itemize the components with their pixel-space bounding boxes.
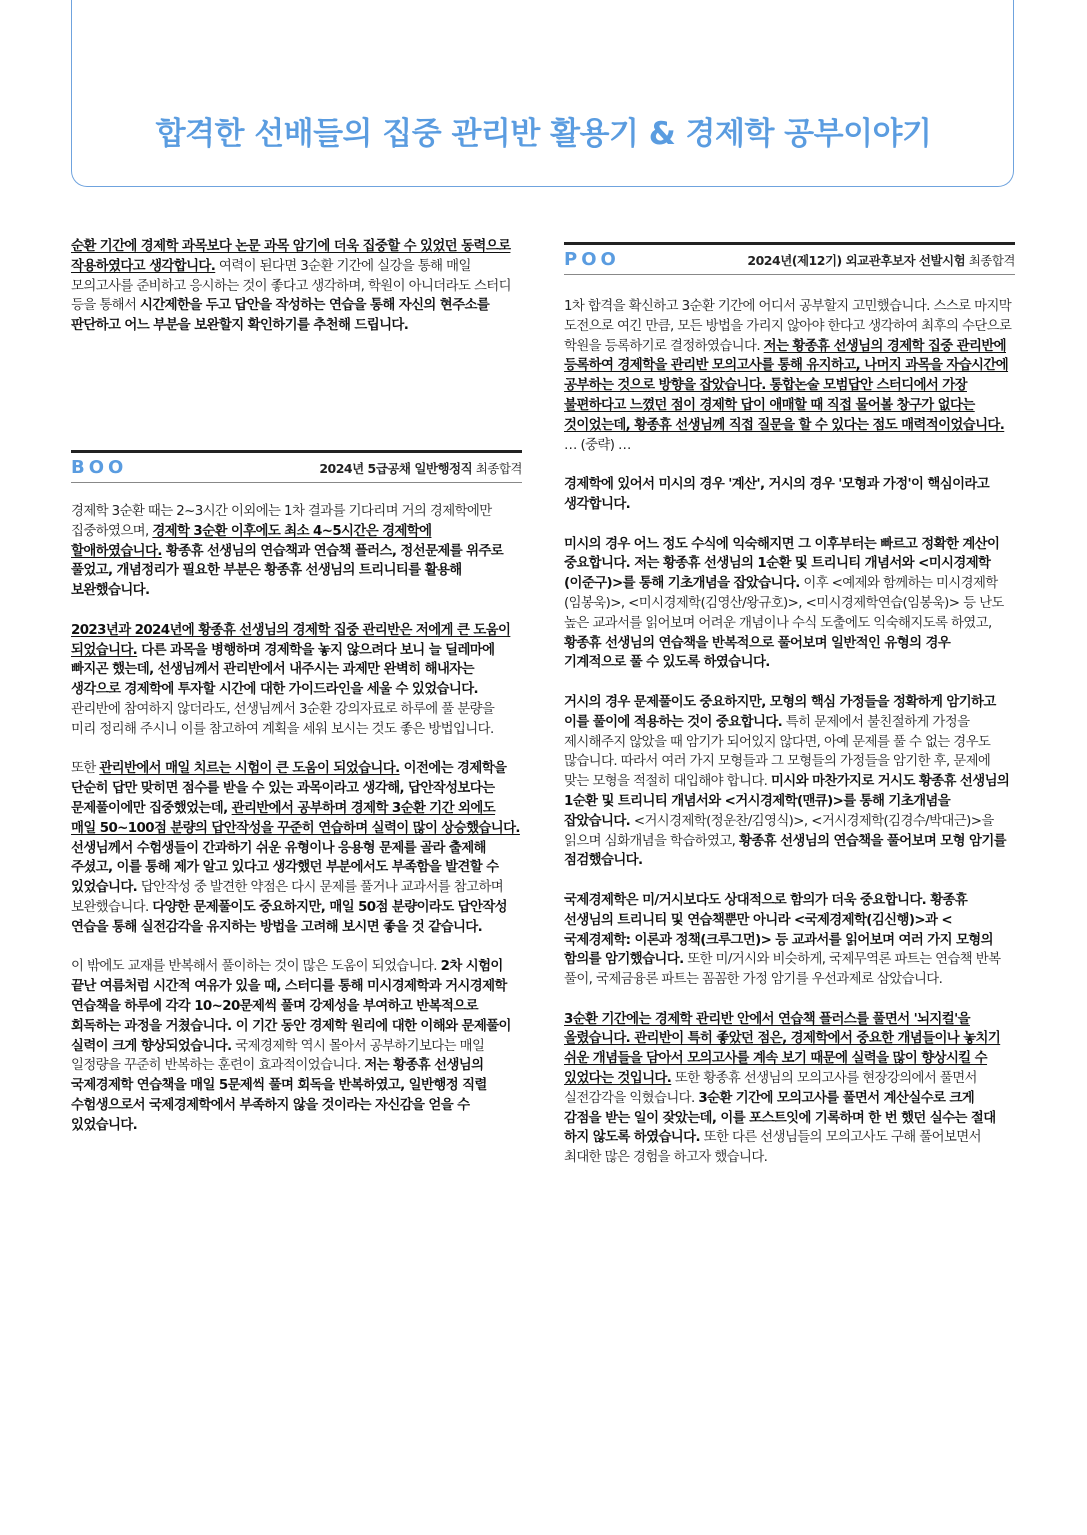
text-run: 이후 <예제와 함께하는 미시경제학(임봉욱)>, <미시경제학(김영산/왕규호)>, <미시경제학연습(임봉욱)> 등 난도 높은 교과서를 읽어보며 어려운 개념이나 수식 도출에도 익숙해지도록 하였고,	[564, 576, 1004, 631]
text-run: 국제경제학 역시 몰아서 공부하기보다는 매일 일정량을 꾸준히 반복하는 훈련이 효과적이었습니다.	[71, 1038, 485, 1074]
emphasis-underlined-run: 관리반에서 매일 치르는 시험이 큰 도움이 되었습니다.	[99, 761, 400, 777]
emphasis-run: 거시의 경우 문제풀이도 중요하지만, 모형의 핵심 가정들을 정확하게 암기하고 이를 풀이에 적용하는 것이 중요합니다.	[564, 694, 996, 730]
emphasis-run: 시간제한을 두고 답안을 작성하는 연습을 통해 자신의 현주소를 판단하고 어느 부분을 보완할지 확인하기를 추천해 드립니다.	[71, 298, 490, 334]
emphasis-underlined-run: 순환 기간에 경제학 과목보다 논문 과목 암기에 더욱 집중할 수 있었던 동력으로 작용하였다고 생각합니다.	[71, 239, 511, 274]
poo-paragraph	[564, 297, 1015, 455]
text-run: 또한 다른 선생님들의 모의고사도 구해 풀어보면서 최대한 많은 경험을 하고자 했습니다.	[564, 1130, 981, 1166]
emphasis-run: 2차 시험이 끝난 여름처럼 시간적 여유가 있을 때, 스터디를 통해 미시경제학과 거시경제학 연습책을 하루에 각각 10~20문제씩 풀며 강제성을 부여하고 반복적으로 회독하는 과정을 거쳤습니다. 이 기간 동안 경제학 원리에 대한 이해와 문제풀이 실력이 크게 향상되었습니다.	[71, 959, 511, 1054]
poo-paragraph	[564, 693, 1015, 871]
emphasis-run: 저는 황종휴 선생님의 국제경제학 연습책을 매일 5문제씩 풀며 회독을 반복하였고, 일반행정 직렬 수험생으로서 국제경제학에서 부족하지 않을 것이라는 자신감을 얻을 수 있었습니다.	[71, 1058, 487, 1133]
text-run: 특히 문제에서 불친절하게 가정을 제시해주지 않았을 때 암기가 되어있지 않다면, 아예 문제를 풀 수 없는 경우도 많습니다. 따라서 여러 가지 모형들과 그 모형들의 가정들을 암기한 후, 문제에 맞는 모형을 적절히 대입해야 합니다.	[564, 714, 991, 790]
emphasis-run: 미시와 마찬가지로 거시도 황종휴 선생님의 1순환 및 트리니티 개념서와 <거시경제학(맨큐)>를 통해 기초개념을 잡았습니다.	[564, 774, 1010, 829]
emphasis-run: 황종휴 선생님의 연습책을 반복적으로 풀어보며 일반적인 유형의 경우 기계적으로 풀 수 있도록 하였습니다.	[564, 635, 951, 671]
poo-body	[564, 297, 1015, 1188]
emphasis-underlined-run: 3순환 기간에는 경제학 관리반 안에서 연습책 플러스를 풀면서 '뇌지컬'을 올렸습니다. 관리반이 특히 좋았던 점은, 경제학에서 중요한 개념들이나 놓치기 쉬운 개념들을 담아서 모의고사를 계속 보기 때문에 실력을 많이 향상시킬 수 있었다는 것입니다.	[564, 1011, 1001, 1087]
poo-exam: 2024년(제12기) 외교관후보자 선발시험	[747, 252, 966, 268]
emphasis-run: 미시의 경우 어느 정도 수식에 익숙해지면 그 이후부터는 빠르고 정확한 계산이 중요합니다. 저는 황종휴 선생님의 1순환 및 트리니티 개념서와 <미시경제학(이준구)>를 통해 기초개념을 잡았습니다.	[564, 536, 1000, 592]
boo-result: 최종합격	[475, 460, 522, 476]
emphasis-run: 다른 과목을 병행하며 경제학을 놓지 않으려다 보니 늘 딜레마에 빠지곤 했는데, 선생님께서 관리반에서 내주시는 과제만 완벽히 해내자는 생각으로 경제학에 투자할 시간에 대한 가이드라인을 세울 수 있었습니다.	[71, 642, 495, 698]
emphasis-run: 선생님께서 수험생들이 간과하기 쉬운 유형이나 응용형 문제를 골라 출제해 주셨고, 이를 통해 제가 알고 있다고 생각했던 부분에서도 부족함을 발견할 수 있었습니다.	[71, 840, 499, 896]
text-run: 이 밖에도 교재를 반복해서 풀이하는 것이 많은 도움이 되었습니다.	[71, 959, 441, 975]
poo-paragraph	[564, 475, 1015, 515]
emphasis-underlined-run: 관리반에서 공부하며 경제학 3순환 기간 외에도 매일 50~100점 분량의 답안작성을 꾸준히 연습하며 실력이 많이 상승했습니다.	[71, 800, 520, 836]
emphasis-run: 국제경제학은 미/거시보다도 상대적으로 함의가 더욱 중요합니다. 황종휴 선생님의 트리니티 및 연습책뿐만 아니라 <국제경제학(김신행)>과 <국제경제학: 이론과 정책(크루그먼)> 등 교과서를 읽어보며 여러 가지 모형의 함의를 암기했습니다.	[564, 892, 993, 968]
boo-exam-info	[319, 459, 522, 477]
poo-paragraph	[564, 891, 1015, 990]
text-run: 경제학 3순환 때는 2~3시간 이외에는 1차 결과를 기다리며 거의 경제학에만 집중하였으며,	[71, 504, 492, 539]
text-run: 또한	[71, 761, 100, 777]
emphasis-underlined-run: 경제학 3순환 이후에도 최소 4~5시간은 경제학에 할애하였습니다.	[71, 523, 432, 559]
boo-exam: 2024년 5급공채 일반행정직	[319, 460, 473, 476]
text-run: 답안작성 중 발견한 약점은 다시 문제를 풀거나 교과서를 참고하며 보완했습니다.	[71, 880, 504, 915]
boo-paragraph	[71, 621, 522, 740]
title-banner	[71, 0, 1014, 187]
emphasis-run: 경제학에 있어서 미시의 경우 '계산', 거시의 경우 '모형과 가정'이 핵심이라고 생각합니다.	[564, 477, 990, 512]
poo-paragraph	[564, 535, 1015, 674]
boo-paragraph	[71, 957, 522, 1135]
poo-paragraph	[564, 1010, 1015, 1168]
boo-paragraph	[71, 502, 522, 601]
text-run: 또한 황종휴 선생님의 모의고사를 현장강의에서 풀면서 실전감각을 익혔습니다.	[564, 1071, 977, 1106]
poo-name: POO	[564, 249, 620, 270]
boo-paragraph	[71, 759, 522, 937]
poo-header	[564, 242, 1015, 275]
text-run: 여력이 된다면 3순환 기간에 실강을 통해 매일 모의고사를 준비하고 응시하는 것이 좋다고 생각하며, 학원이 아니더라도 스터디 등을 통해서	[71, 258, 511, 314]
poo-exam-info	[747, 251, 1015, 269]
boo-body	[71, 502, 522, 1155]
boo-header	[71, 450, 522, 483]
text-run: 또한 미/거시와 비슷하게, 국제무역론 파트는 연습책 반복 풀이, 국제금융론 파트는 꼼꼼한 가정 암기를 우선과제로 삼았습니다.	[564, 952, 1001, 988]
emphasis-run: 다양한 문제풀이도 중요하지만, 매일 50점 분량이라도 답안작성 연습을 통해 실전감각을 유지하는 방법을 고려해 보시면 좋을 것 같습니다.	[71, 899, 508, 935]
text-run: 관리반에 참여하지 않더라도, 선생님께서 3순환 강의자료로 하루에 풀 분량을 미리 정리해 주시니 이를 참고하여 계획을 세워 보시는 것도 좋은 방법입니다.	[71, 701, 495, 737]
emphasis-underlined-run: 2023년과 2024년에 황종휴 선생님의 경제학 집중 관리반은 저에게 큰 도움이 되었습니다.	[71, 622, 511, 658]
emphasis-underlined-run: 저는 황종휴 선생님의 경제학 집중 관리반에 등록하여 경제학을 관리반 모의고사를 통해 유지하고, 나머지 과목을 자습시간에 공부하는 것으로 방향을 잡았습니다. 통합논술 모범답안 스터디에서 가장 불편하다고 느꼈던 점이 경제학 답이 애매할 때 직접 물어볼 창구가 없다는 것이었는데, 황종휴 선생님께 직접 질문을 할 수 있다는 점도 매력적이었습니다.	[564, 338, 1009, 433]
emphasis-run: 3순환 기간에 모의고사를 풀면서 계산실수로 크게 감점을 받는 일이 잦았는데, 이를 포스트잇에 기록하며 한 번 했던 실수는 절대 하지 않도록 하였습니다.	[564, 1090, 996, 1146]
text-run: 1차 합격을 확신하고 3순환 기간에 어디서 공부할지 고민했습니다. 스스로 마지막 도전으로 여긴 만큼, 모든 방법을 가리지 않아야 한다고 생각하여 최후의 수단으로 학원을 등록하기로 결정하였습니다.	[564, 299, 1012, 354]
poo-result: 최종합격	[968, 252, 1015, 268]
left-intro-text	[71, 237, 522, 356]
emphasis-run: 황종휴 선생님의 연습책을 풀어보며 모형 암기를 점검했습니다.	[564, 833, 1007, 869]
intro-paragraph	[71, 237, 522, 336]
boo-name: BOO	[71, 457, 128, 478]
emphasis-run: 황종휴 선생님의 연습책과 연습책 플러스, 정선문제를 위주로 풀었고, 개념정리가 필요한 부분은 황종휴 선생님의 트리니티를 활용해 보완했습니다.	[71, 543, 504, 599]
page-title: 합격한 선배들의 집중 관리반 활용기 & 경제학 공부이야기	[155, 116, 932, 152]
text-run: <거시경제학(정운찬/김영식)>, <거시경제학(김경수/박대근)>을 읽으며 심화개념을 학습하였고,	[564, 813, 994, 849]
text-run: … (중략) …	[564, 437, 631, 453]
emphasis-run: 이전에는 경제학을 단순히 답만 맞히면 점수를 받을 수 있는 과목이라고 생각해, 답안작성보다는 문제풀이에만 집중했었는데,	[71, 761, 507, 816]
